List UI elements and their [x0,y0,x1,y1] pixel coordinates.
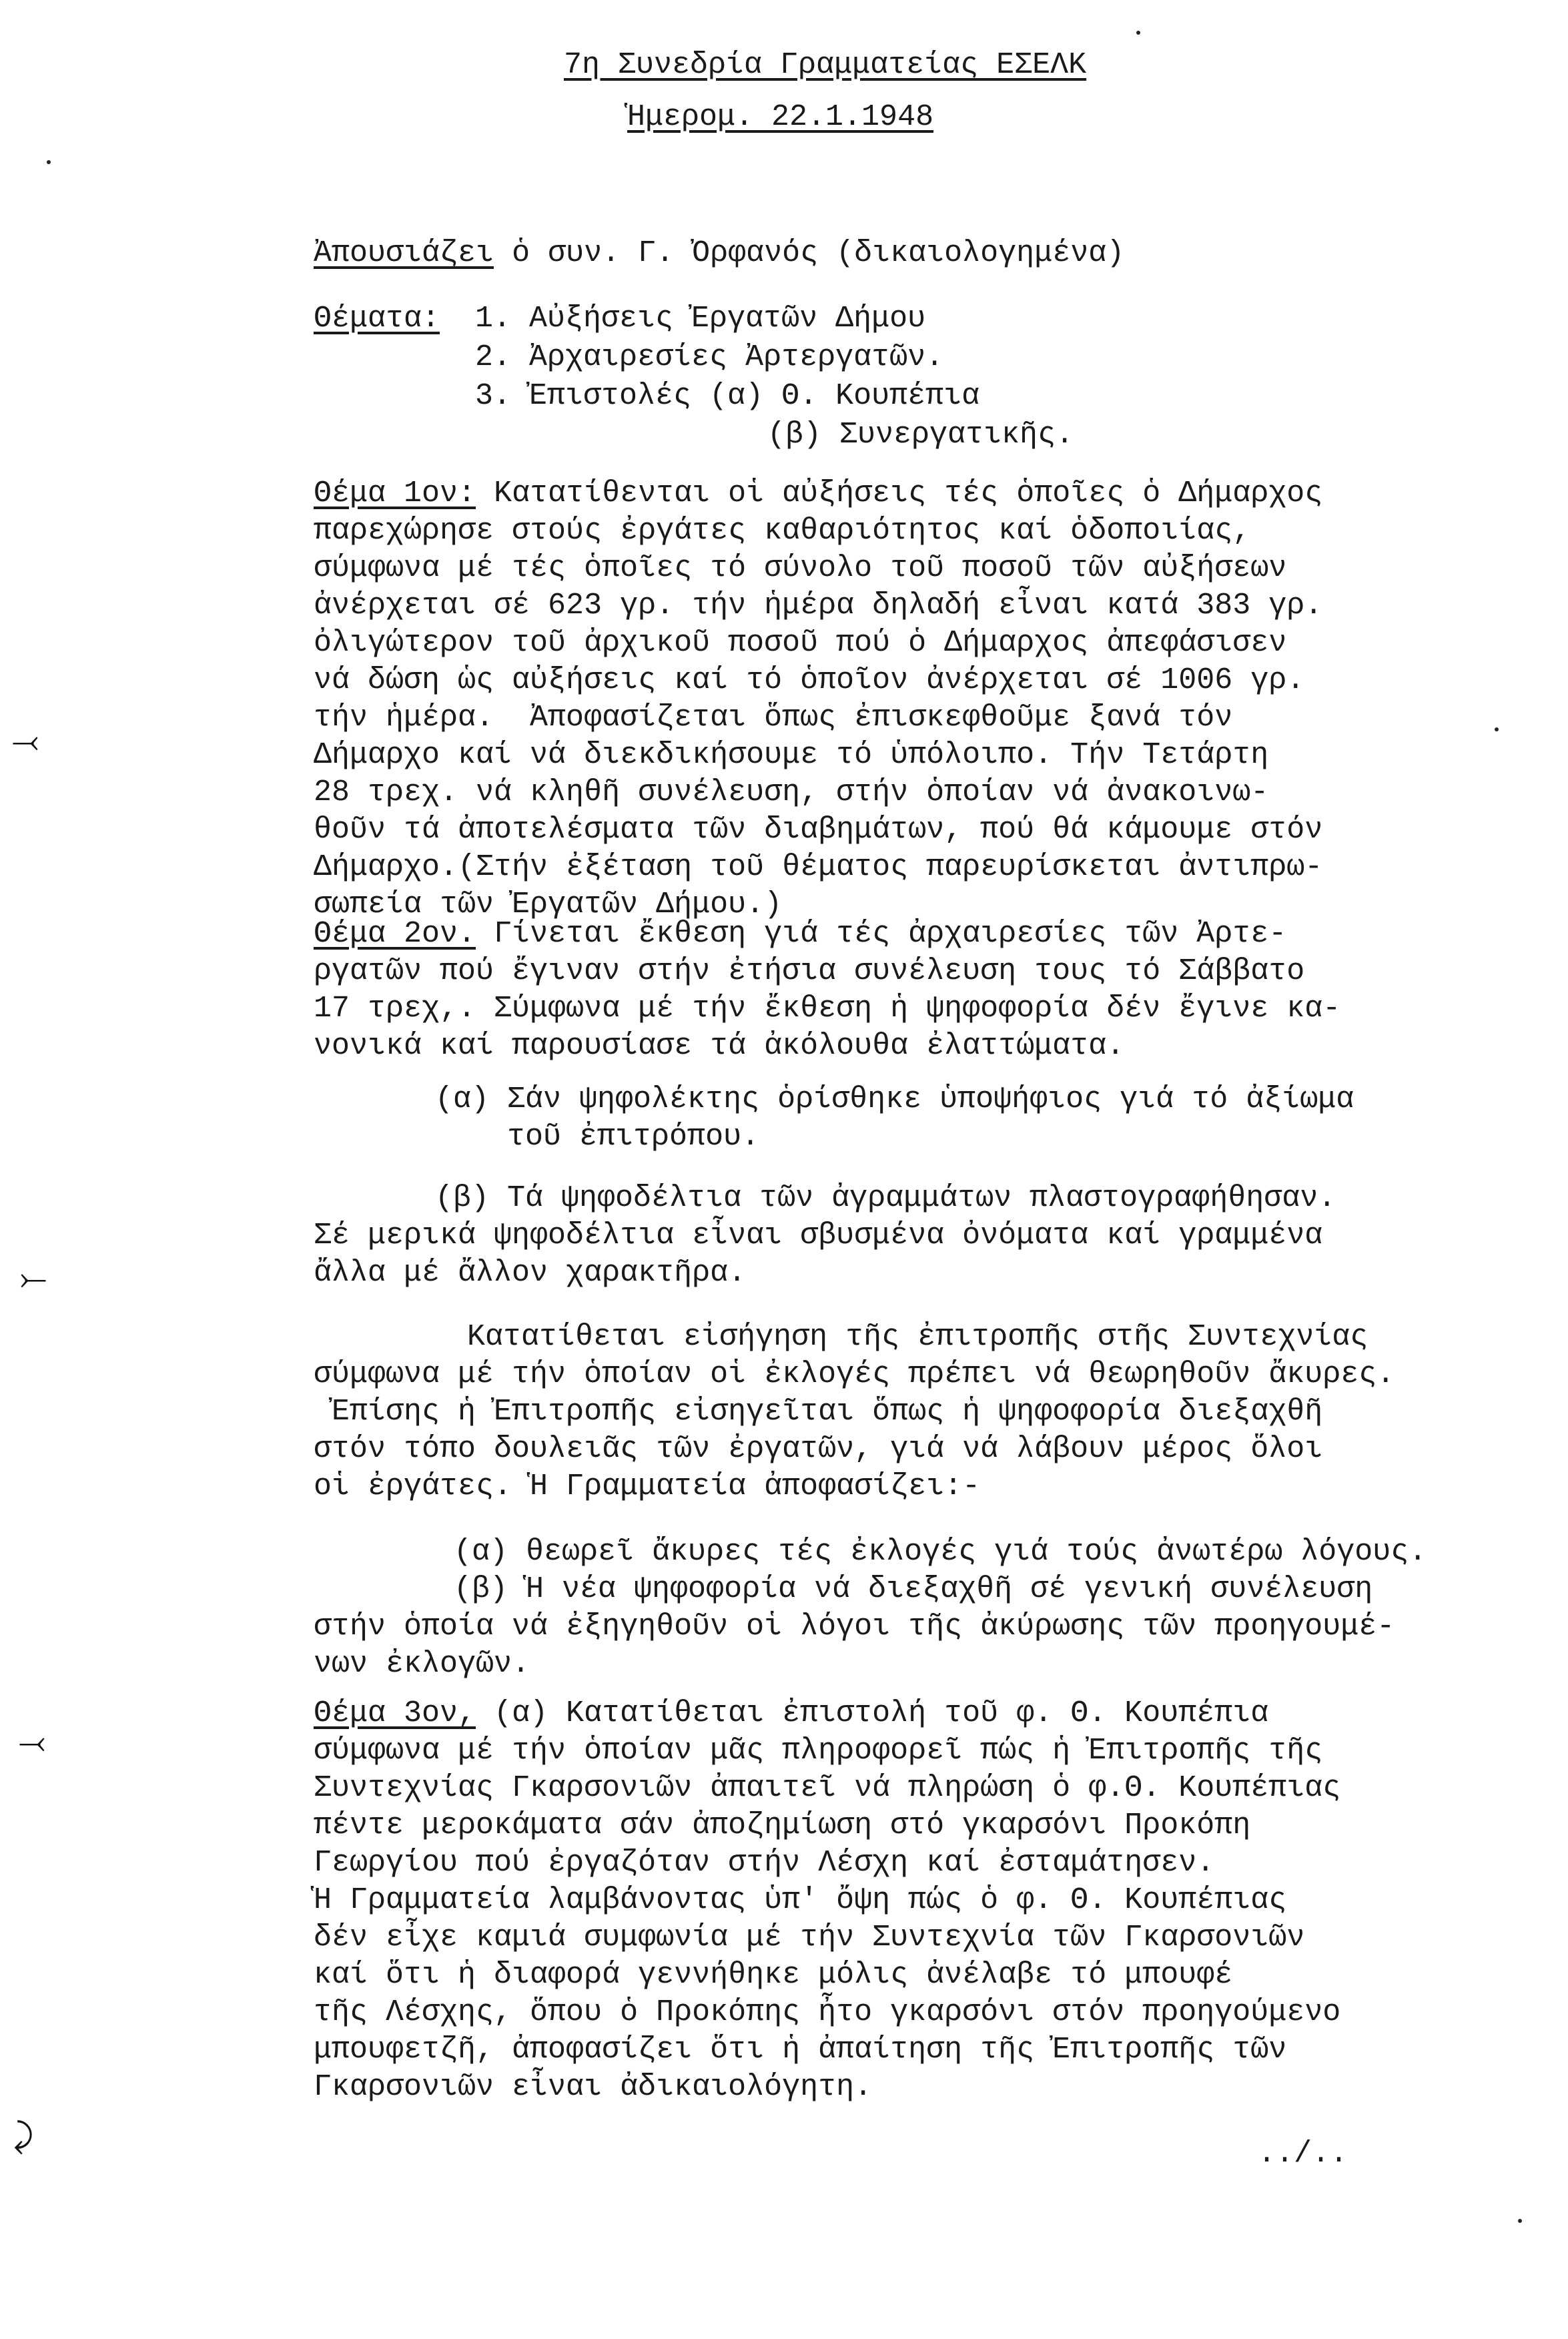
paragraph-line: σωπεία τῶν Ἐργατῶν Δήμου.) [314,888,783,922]
paragraph-line: Κατατίθενται οἱ αὐξήσεις τές ὁποῖες ὁ Δήμαρχος [494,476,1323,511]
point-a-line: (α) Σάν ψηφολέκτης ὁρίσθηκε ὑποψήφιος γιά τό ἀξίωμα [435,1082,1354,1116]
agenda-item: (β) Συνεργατικῆς. [767,418,1074,452]
title-text: 7η Συνεδρία Γραμματείας ΕΣΕΛΚ [564,48,1087,82]
document-date [627,99,933,136]
absence-line [314,235,1124,272]
point-b-line: Σέ μερικά ψηφοδέλτια εἶναι σβυσμένα ὀνόματα καί γραμμένα [314,1219,1323,1253]
paragraph-line: τῆς Λέσχης, ὅπου ὁ Προκόπης ἦτο γκαρσόνι στόν προηγούμενο [314,1995,1341,2029]
speck-mark [47,160,51,164]
point-b-line: ἄλλα μέ ἄλλον χαρακτῆρα. [314,1256,747,1290]
margin-mark-icon: ⤸ [13,2119,33,2157]
date-text: Ἡμερομ. 22.1.1948 [627,100,934,134]
proposal-line: σύμφωνα μέ τήν ὁποίαν οἱ ἐκλογές πρέπει νά θεωρηθοῦν ἄκυρες. [314,1357,1395,1391]
paragraph-line: Γεωργίου πού ἐργαζόταν στήν Λέσχη καί ἐσταμάτησεν. [314,1846,1215,1880]
paragraph-line: (α) Κατατίθεται ἐπιστολή τοῦ φ. Θ. Κουπέπια [494,1696,1269,1730]
paragraph-line: σύμφωνα μέ τές ὁποῖες τό σύνολο τοῦ ποσοῦ τῶν αὐξήσεων [314,551,1287,585]
paragraph-line: Δήμαρχο.(Στήν ἐξέταση τοῦ θέματος παρευρίσκεται ἀντιπρω- [314,850,1323,884]
paragraph-line: πέντε μεροκάματα σάν ἀποζημίωση στό γκαρσόνι Προκόπη [314,1808,1251,1843]
point-a-line: τοῦ ἐπιτρόπου. [435,1120,760,1154]
theme3-first-line [314,1695,1268,1732]
paragraph-line: Γκαρσονιῶν εἶναι ἀδικαιολόγητη. [314,2070,873,2104]
paragraph-line: νονικά καί παρουσίασε τά ἀκόλουθα ἐλαττώματα. [314,1029,1125,1063]
proposal-line: στόν τόπο δουλειᾶς τῶν ἐργατῶν, γιά νά λάβουν μέρος ὅλοι [314,1432,1323,1466]
theme3-label: Θέμα 3ον, [314,1696,476,1730]
agenda-item: 1. Αὐξήσεις Ἐργατῶν Δήμου [475,302,926,336]
paragraph-line: Ἡ Γραμματεία λαμβάνοντας ὑπ' ὄψη πώς ὁ φ. Θ. Κουπέπιας [314,1883,1287,1917]
speck-mark [1136,31,1140,35]
paragraph-line: Συντεχνίας Γκαρσονιῶν ἀπαιτεῖ νά πληρώση ὁ φ.Θ. Κουπέπιας [314,1771,1341,1805]
paragraph-line: ργατῶν πού ἔγιναν στήν ἐτήσια συνέλευση τους τό Σάββατο [314,954,1305,988]
decision-line: (α) θεωρεῖ ἄκυρες τές ἐκλογές γιά τούς ἀνωτέρω λόγους. [454,1535,1427,1569]
decision-line: (β) Ἡ νέα ψηφοφορία νά διεξαχθῆ σέ γενική συνέλευση [454,1572,1373,1606]
speck-mark [1518,2219,1522,2223]
continuation-mark: ../.. [1258,2137,1348,2171]
speck-mark [1495,727,1499,731]
agenda-label-text: Θέματα: [314,302,440,336]
theme1-first-line [314,475,1322,513]
absence-text: ὁ συν. Γ. Ὀρφανός (δικαιολογημένα) [512,236,1125,270]
paragraph-line: Γίνεται ἔκθεση γιά τές ἀρχαιρεσίες τῶν Ἀρτε- [494,917,1287,951]
paragraph-line: παρεχώρησε στούς ἐργάτες καθαριότητος καί ὁδοποιίας, [314,514,1251,548]
paragraph-line: ἀνέρχεται σέ 623 γρ. τήν ἡμέρα δηλαδή εἶναι κατά 383 γρ. [314,589,1323,623]
decision-line: στήν ὁποία νά ἐξηγηθοῦν οἱ λόγοι τῆς ἀκύρωσης τῶν προηγουμέ- [314,1610,1395,1644]
paragraph-line: 17 τρεχ,. Σύμφωνα μέ τήν ἔκθεση ἡ ψηφοφορία δέν ἔγινε κα- [314,992,1341,1026]
paragraph-line: ὀλιγώτερον τοῦ ἀρχικοῦ ποσοῦ πού ὁ Δήμαρχος ἀπεφάσισεν [314,626,1287,660]
agenda-item: 3. Ἐπιστολές (α) Θ. Κουπέπια [475,379,980,413]
decision-line: νων ἐκλογῶν. [314,1647,530,1681]
absence-label: Ἀπουσιάζει [314,236,494,270]
agenda-item: 2. Ἀρχαιρεσίες Ἀρτεργατῶν. [475,340,944,374]
proposal-line: οἱ ἐργάτες. Ἡ Γραμματεία ἀποφασίζει:- [314,1469,981,1503]
point-b-line: (β) Τά ψηφοδέλτια τῶν ἀγραμμάτων πλαστογραφήθησαν. [435,1181,1336,1215]
margin-mark-icon: ⤚ [20,1262,47,1300]
paragraph-line: τήν ἡμέρα. Ἀποφασίζεται ὅπως ἐπισκεφθοῦμε ξανά τόν [314,701,1233,735]
margin-mark-icon: ⤙ [12,725,39,763]
proposal-line: Κατατίθεται εἰσήγηση τῆς ἐπιτροπῆς στῆς Συντεχνίας [467,1320,1368,1354]
proposal-line: Ἐπίσης ἡ Ἐπιτροπῆς εἰσηγεῖται ὅπως ἡ ψηφοφορία διεξαχθῆ [314,1395,1323,1429]
document-title [564,47,1086,84]
theme2-label: Θέμα 2ον. [314,917,476,951]
paragraph-line: μπουφετζῆ, ἀποφασίζει ὅτι ἡ ἀπαίτηση τῆς Ἐπιτροπῆς τῶν [314,2033,1287,2067]
theme2-first-line [314,916,1286,953]
paragraph-line: Δήμαρχο καί νά διεκδικήσουμε τό ὑπόλοιπο. Τήν Τετάρτη [314,738,1269,772]
paragraph-line: θοῦν τά ἀποτελέσματα τῶν διαβημάτων, πού θά κάμουμε στόν [314,813,1323,847]
agenda-label [314,300,440,338]
theme1-label: Θέμα 1ον: [314,476,476,511]
paragraph-line: σύμφωνα μέ τήν ὁποίαν μᾶς πληροφορεῖ πώς ἡ Ἐπιτροπῆς τῆς [314,1734,1323,1768]
paragraph-line: δέν εἶχε καμιά συμφωνία μέ τήν Συντεχνία τῶν Γκαρσονιῶν [314,1921,1305,1955]
paragraph-line: 28 τρεχ. νά κληθῆ συνέλευση, στήν ὁποίαν νά ἀνακοινω- [314,775,1269,809]
paragraph-line: καί ὅτι ἡ διαφορά γεννήθηκε μόλις ἀνέλαβε τό μπουφέ [314,1958,1233,1992]
margin-mark-icon: ⤙ [19,1726,45,1764]
paragraph-line: νά δώση ὡς αὐξήσεις καί τό ὁποῖον ἀνέρχεται σέ 1006 γρ. [314,663,1305,697]
